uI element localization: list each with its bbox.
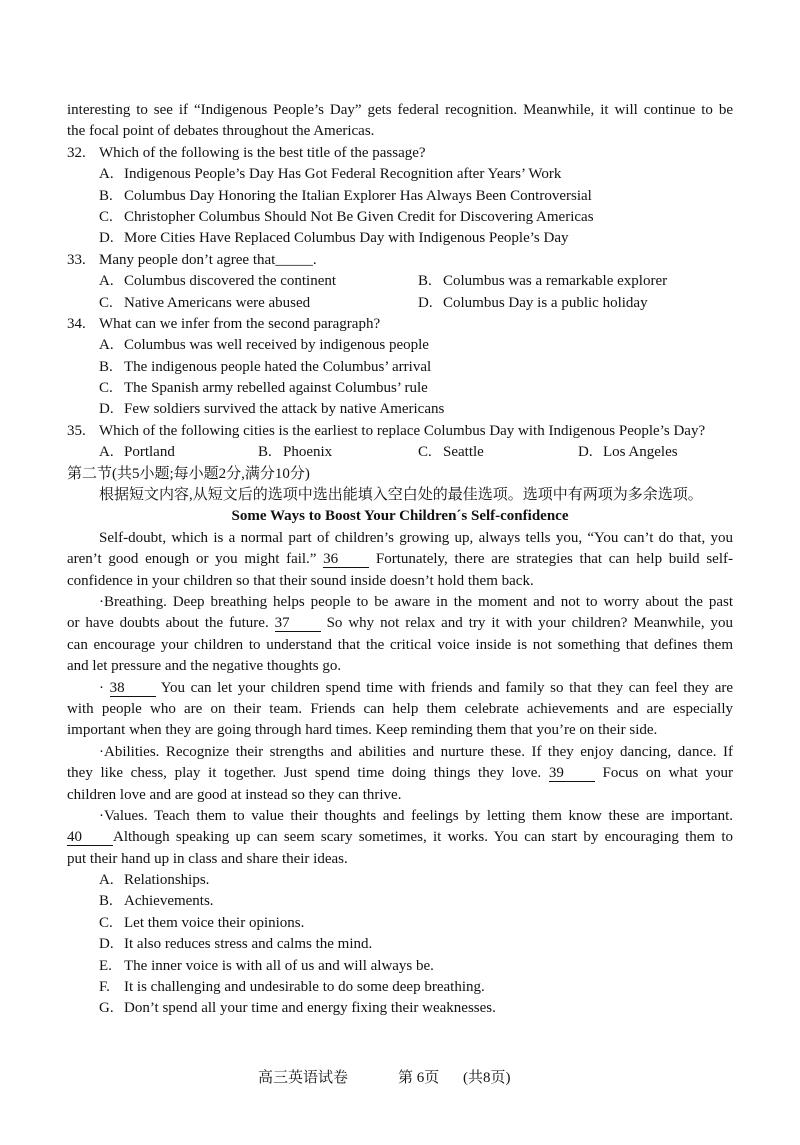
question-number: 35. (67, 422, 86, 439)
answer-blank-40: 40 (67, 830, 113, 846)
line-text: they like chess, play it together. Just spend time doing things they love. (67, 765, 542, 782)
choice-e (99, 956, 434, 977)
option-row (67, 186, 733, 207)
question-stem: Which of the following cities is the earliest to replace Columbus Day with Indigenous People’s Day? (99, 422, 706, 439)
paragraph-line: put their hand up in class and share their ideas. (67, 850, 348, 867)
line-text: Fortunately, there are strategies that can help build self- (375, 551, 733, 568)
option-text: Christopher Columbus Should Not Be Given Credit for Discovering Americas (124, 208, 594, 225)
option-b (99, 186, 592, 207)
option-letter: C. (99, 294, 113, 311)
line-text: Although speaking up can seem scary sometimes, it works. You can start by encouraging them to (113, 829, 733, 846)
option-row (67, 378, 733, 399)
paragraph-line: Self-doubt, which is a normal part of children’s growing up, always tells you, “You can’t do that, you (99, 529, 733, 546)
answer-blank-36: 36 (323, 552, 369, 568)
choice-b (99, 891, 214, 912)
option-d (99, 228, 569, 249)
choice-row (67, 998, 733, 1019)
option-d (418, 293, 648, 314)
option-c (99, 378, 428, 399)
option-c (418, 442, 484, 463)
answer-blank-37: 37 (275, 616, 321, 632)
paragraph-line: and let pressure and the negative thoughts go. (67, 658, 342, 675)
choice-row (67, 977, 733, 998)
option-row (67, 293, 733, 314)
option-row (67, 164, 733, 185)
option-text: Indigenous People’s Day Has Got Federal Recognition after Years’ Work (124, 166, 562, 183)
option-a (99, 335, 429, 356)
option-text: Columbus was well received by indigenous people (124, 337, 429, 354)
line-text: or have doubts about the future. (67, 615, 269, 632)
option-text: Columbus Day is a public holiday (443, 294, 648, 311)
option-letter: C. (99, 380, 113, 397)
bullet: · (99, 679, 104, 696)
passage-line: interesting to see if “Indigenous People’s Day” gets federal recognition. Meanwhile, it will continue to be (67, 102, 733, 118)
option-text: Seattle (443, 444, 484, 461)
option-b (99, 357, 431, 378)
footer-subject: 高三英语试卷 (258, 1070, 349, 1086)
option-row (67, 271, 733, 292)
option-a (99, 271, 336, 292)
paragraph-line: confidence in your children so that their sound inside doesn’t hold them back. (67, 572, 534, 589)
choice-a (99, 870, 209, 891)
option-letter: E. (99, 957, 112, 974)
option-letter: C. (99, 914, 113, 931)
option-row (67, 357, 733, 378)
option-letter: D. (578, 444, 593, 461)
option-text: The Spanish army rebelled against Columbus’ rule (124, 380, 428, 397)
page-footer (0, 1067, 800, 1089)
option-text: More Cities Have Replaced Columbus Day with Indigenous People’s Day (124, 230, 569, 247)
option-text: The indigenous people hated the Columbus’ arrival (124, 358, 432, 375)
paragraph-line: can encourage your children to understand that the critical voice inside is not something that defines them (67, 636, 733, 653)
option-row (67, 442, 733, 463)
option-text: Let them voice their opinions. (124, 914, 305, 931)
question-34 (67, 314, 733, 335)
option-text: It is challenging and undesirable to do some deep breathing. (124, 979, 485, 996)
option-text: Don’t spend all your time and energy fixing their weaknesses. (124, 1000, 496, 1017)
option-row (67, 399, 733, 420)
line-text: You can let your children spend time with friends and family so that they can feel they are (160, 679, 734, 696)
option-letter: D. (99, 936, 114, 953)
choice-c (99, 913, 304, 934)
option-letter: G. (99, 1000, 114, 1017)
question-number: 33. (67, 251, 86, 268)
option-letter: A. (99, 444, 114, 461)
option-letter: D. (99, 230, 114, 247)
choice-row (67, 891, 733, 912)
option-text: Columbus Day Honoring the Italian Explorer Has Always Been Controversial (124, 187, 592, 204)
paragraph-line (67, 827, 733, 848)
paragraph-line (67, 763, 733, 784)
option-text: Columbus was a remarkable explorer (443, 273, 668, 290)
choice-d (99, 934, 372, 955)
choice-row (67, 870, 733, 891)
paragraph-line: ·Values. Teach them to value their thoughts and feelings by letting them know these are important. (99, 807, 733, 824)
paragraph-line (67, 678, 733, 699)
line-text: Focus on what your (602, 765, 734, 782)
passage-title: Some Ways to Boost Your Children´s Self-confidence (231, 508, 569, 525)
section-instruction: 根据短文内容,从短文后的选项中选出能填入空白处的最佳选项。选项中有两项为多余选项。 (99, 487, 703, 504)
option-text: Columbus discovered the continent (124, 273, 337, 290)
question-35 (67, 421, 733, 442)
option-c (99, 293, 310, 314)
option-text: Few soldiers survived the attack by native Americans (124, 401, 445, 418)
choice-row (67, 956, 733, 977)
option-letter: F. (99, 979, 110, 996)
option-letter: D. (99, 401, 114, 418)
passage-line: the focal point of debates throughout the Americas. (67, 123, 375, 140)
option-letter: A. (99, 273, 114, 290)
section-heading: 第二节(共5小题;每小题2分,满分10分) (67, 465, 310, 482)
option-letter: A. (99, 337, 114, 354)
option-a (99, 164, 561, 185)
option-text: It also reduces stress and calms the mind. (124, 936, 373, 953)
option-a (99, 442, 175, 463)
option-letter: A. (99, 872, 114, 889)
option-row (67, 207, 733, 228)
footer-page-number: 第 6页 (398, 1070, 440, 1086)
option-letter: C. (418, 444, 432, 461)
page-content (67, 100, 733, 1020)
option-text: Portland (124, 444, 175, 461)
option-text: Relationships. (124, 872, 210, 889)
option-text: Phoenix (283, 444, 333, 461)
paragraph-line: ·Abilities. Recognize their strengths and abilities and nurture these. If they enjoy dancing, dance. If (99, 743, 733, 760)
choice-row (67, 934, 733, 955)
paragraph-line: ·Breathing. Deep breathing helps people to be aware in the moment and not to worry about the past (99, 593, 733, 610)
question-number: 32. (67, 144, 86, 161)
question-stem: Many people don’t agree that_____. (99, 251, 317, 268)
option-text: Los Angeles (603, 444, 678, 461)
choice-f (99, 977, 485, 998)
question-number: 34. (67, 315, 86, 332)
footer-page-total: (共8页) (463, 1070, 511, 1086)
option-row (67, 228, 733, 249)
choice-g (99, 998, 496, 1019)
paragraph-line: with people who are on their team. Friends can help them celebrate achievements and are especially (67, 700, 733, 717)
option-text: Achievements. (124, 893, 214, 910)
question-stem: What can we infer from the second paragraph? (99, 315, 381, 332)
option-d (99, 399, 444, 420)
option-d (578, 442, 678, 463)
option-letter: B. (258, 444, 272, 461)
choice-row (67, 913, 733, 934)
question-33 (67, 250, 733, 271)
option-b (418, 271, 667, 292)
option-letter: B. (99, 893, 113, 910)
question-stem: Which of the following is the best title of the passage? (99, 144, 426, 161)
line-text: aren’t good enough or you might fail.” (67, 551, 317, 568)
option-c (99, 207, 594, 228)
answer-blank-39: 39 (549, 766, 595, 782)
option-letter: B. (99, 187, 113, 204)
option-letter: B. (418, 273, 432, 290)
option-letter: C. (99, 208, 113, 225)
option-text: Native Americans were abused (124, 294, 311, 311)
paragraph-line: important when they are going through hard times. Keep reminding them that you’re on their side. (67, 722, 658, 739)
answer-blank-38: 38 (110, 681, 156, 697)
option-b (258, 442, 332, 463)
paragraph-line (67, 549, 733, 570)
option-text: The inner voice is with all of us and will always be. (124, 957, 434, 974)
paragraph-line (67, 613, 733, 634)
paragraph-line: children love and are good at instead so they can thrive. (67, 786, 402, 803)
option-letter: D. (418, 294, 433, 311)
option-letter: A. (99, 166, 114, 183)
question-32 (67, 143, 733, 164)
option-letter: B. (99, 358, 113, 375)
line-text: So why not relax and try it with your children? Meanwhile, you (326, 615, 734, 632)
option-row (67, 335, 733, 356)
